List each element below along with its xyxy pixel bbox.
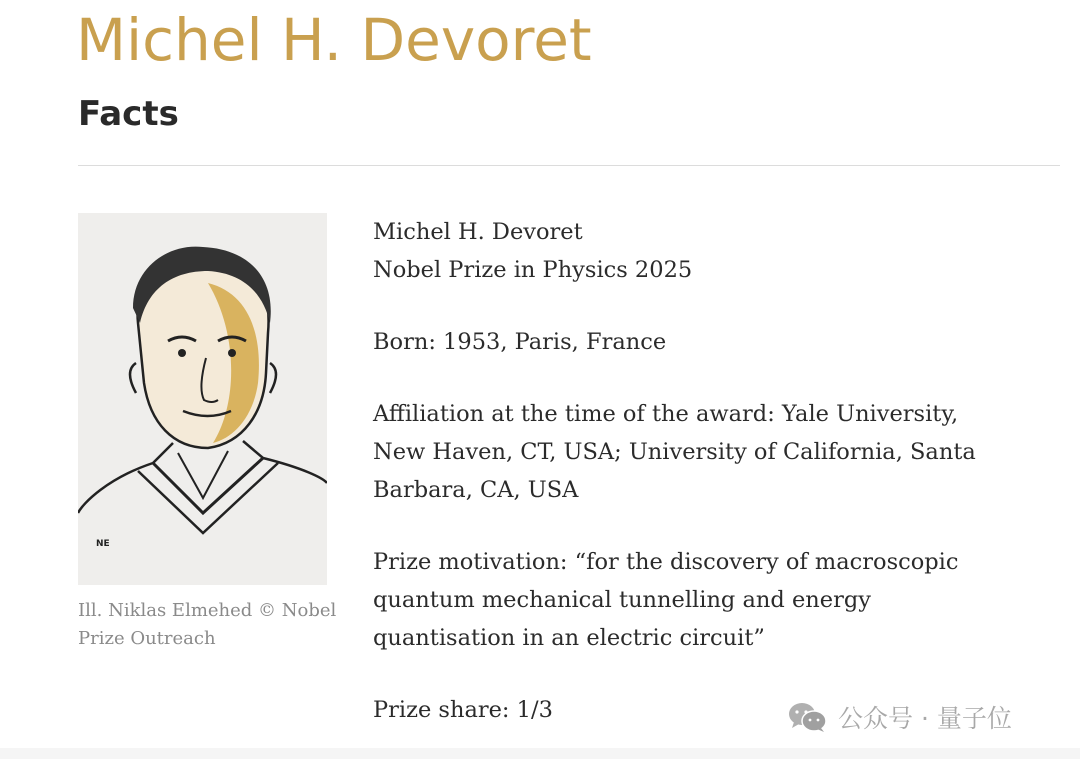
watermark bbox=[788, 699, 1012, 735]
laureate-name: Michel H. Devoret bbox=[373, 219, 583, 245]
divider bbox=[78, 165, 1060, 166]
laureate-portrait bbox=[78, 213, 327, 585]
facts-panel bbox=[373, 213, 1013, 763]
affiliation-fact: Affiliation at the time of the award: Yale University, New Haven, CT, USA; University of California, Santa Barbara, CA, USA bbox=[373, 401, 976, 503]
page-title: Michel H. Devoret bbox=[76, 6, 592, 74]
portrait-illustration-icon bbox=[78, 213, 327, 585]
wechat-icon bbox=[788, 701, 828, 733]
motivation-fact: Prize motivation: “for the discovery of macroscopic quantum mechanical tunnelling and energy quantisation in an electric circuit” bbox=[373, 549, 959, 651]
prize-name: Nobel Prize in Physics 2025 bbox=[373, 257, 693, 283]
portrait-caption: Ill. Niklas Elmehed © Nobel Prize Outreach bbox=[78, 600, 337, 649]
section-subtitle: Facts bbox=[78, 94, 179, 134]
watermark-text: 公众号 · 量子位 bbox=[838, 704, 1012, 733]
prize-share-fact: Prize share: 1/3 bbox=[373, 697, 553, 723]
artist-signature: NE bbox=[96, 539, 110, 549]
born-fact: Born: 1953, Paris, France bbox=[373, 329, 667, 355]
bottom-band bbox=[0, 748, 1080, 759]
